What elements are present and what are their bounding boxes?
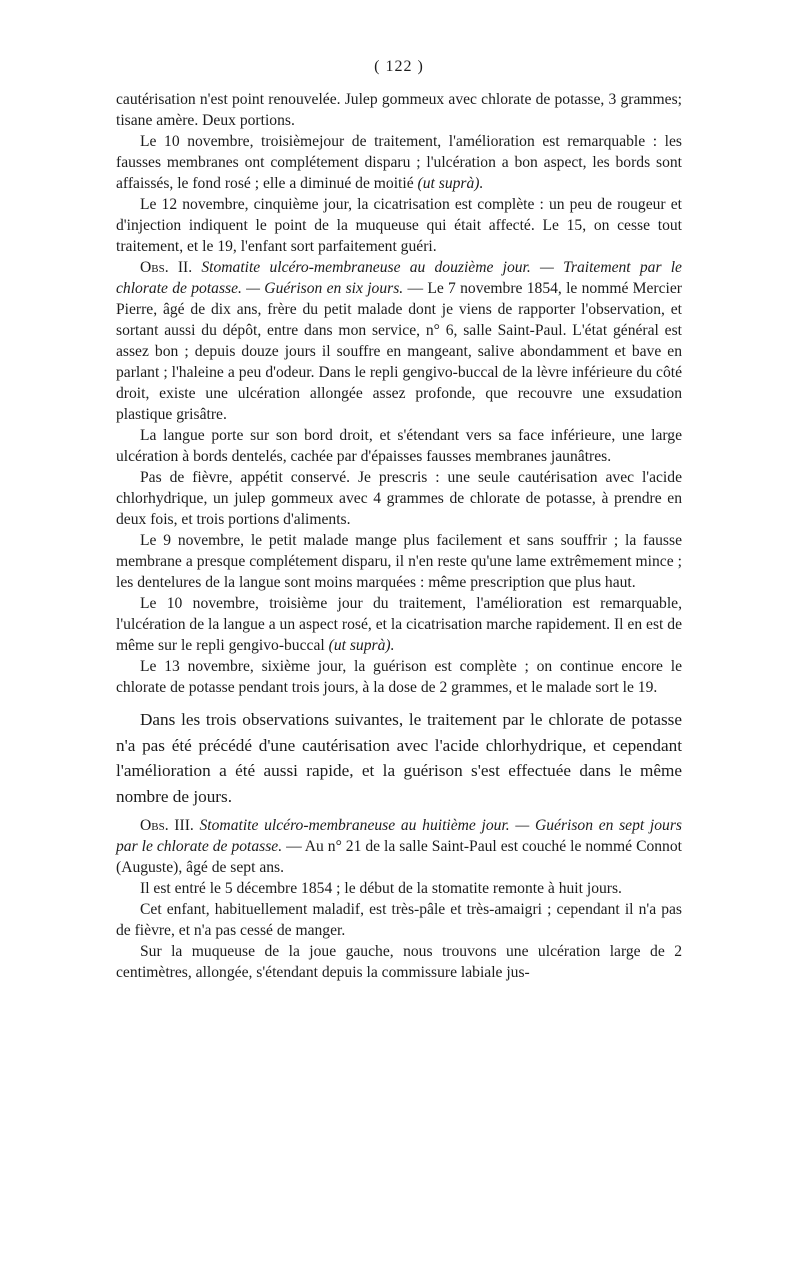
paragraph-nov-10b: Le 10 novembre, troisième jour du traitement, l'amélioration est remarquable, l'ulcération de la langue a un aspect rosé, et la cicatrisation marche rapidement. Il en est de même sur le repli gengivo-buccal (ut suprà).	[116, 595, 682, 654]
paragraph-continuation: cautérisation n'est point renouvelée. Julep gommeux avec chlorate de potasse, 3 grammes; tisane amère. Deux portions.	[116, 91, 682, 129]
observation-2: Obs. II. Stomatite ulcéro-membraneuse au douzième jour. — Traitement par le chlorate de potasse. — Guérison en six jours. — Le 7 novembre 1854, le nommé Mercier Pierre, âgé de dix ans, frère du petit malade dont je viens de rapporter l'observation, et sortant aussi du dépôt, entre dans mon service, n° 6, salle Saint-Paul. L'état général est assez bon ; depuis douze jours il souffre en mangeant, salive abondamment et bave en parlant ; l'haleine a peu d'odeur. Dans le repli gengivo-buccal de la lèvre inférieure du côté droit, existe une ulcération allongée assez profonde, que recouvre une exsudation plastique grisâtre.	[116, 259, 682, 423]
paragraph-summary: Dans les trois observations suivantes, le traitement par le chlorate de potasse n'a pas été précédé d'une cautérisation avec l'acide chlorhydrique, et cependant l'amélioration a été aussi rapide, et la guérison s'est effectuée dans le même nombre de jours.	[116, 710, 682, 806]
observation-3: Obs. III. Stomatite ulcéro-membraneuse au huitième jour. — Guérison en sept jours par le chlorate de potasse. — Au n° 21 de la salle Saint-Paul est couché le nommé Connot (Auguste), âgé de sept ans.	[116, 817, 682, 876]
paragraph-condition: Cet enfant, habituellement maladif, est très-pâle et très-amaigri ; cependant il n'a pas de fièvre, et n'a pas cessé de manger.	[116, 901, 682, 939]
paragraph-tongue: La langue porte sur son bord droit, et s'étendant vers sa face inférieure, une large ulcération à bords dentelés, cachée par d'épaisses fausses membranes jaunâtres.	[116, 427, 682, 465]
ut-supra-ref: (ut suprà).	[417, 175, 484, 192]
paragraph-nov-12: Le 12 novembre, cinquième jour, la cicatrisation est complète : un peu de rougeur et d'injection indiquent le point de la muqueuse qui était affecté. Le 15, on cesse tout traitement, et le 19, l'enfant sort parfaitement guéri.	[116, 196, 682, 255]
paragraph-nov-9: Le 9 novembre, le petit malade mange plus facilement et sans souffrir ; la fausse membrane a presque complétement disparu, il n'en reste qu'une lame extrêmement mince ; les dentelures de la langue sont moins marquées : même prescription que plus haut.	[116, 532, 682, 591]
paragraph-admission: Il est entré le 5 décembre 1854 ; le début de la stomatite remonte à huit jours.	[140, 880, 622, 897]
paragraph-prescription: Pas de fièvre, appétit conservé. Je prescris : une seule cautérisation avec l'acide chlorhydrique, un julep gommeux avec 4 grammes de chlorate de potasse, à prendre en deux fois, et trois portions d'aliments.	[116, 469, 682, 528]
paragraph-nov-10: Le 10 novembre, troisièmejour de traitement, l'amélioration est remarquable : les fausses membranes ont complétement disparu ; l'ulcération a bon aspect, les bords sont affaissés, le fond rosé ; elle a diminué de moitié (ut suprà).	[116, 133, 682, 192]
observation-label: Obs. II.	[140, 259, 193, 276]
ut-supra-ref: (ut suprà).	[328, 637, 395, 654]
book-page	[116, 56, 682, 983]
observation-title: Stomatite ulcéro-membraneuse au huitième jour. — Guérison en sept jours par le chlorate de potasse.	[116, 817, 682, 855]
observation-title: Stomatite ulcéro-membraneuse au douzième jour. — Traitement par le chlorate de potasse. — Guérison en six jours.	[116, 259, 682, 297]
observation-label: Obs. III.	[140, 817, 194, 834]
page-number: ( 122 )	[374, 58, 424, 75]
paragraph-mucosa: Sur la muqueuse de la joue gauche, nous trouvons une ulcération large de 2 centimètres, allongée, s'étendant depuis la commissure labiale jus-	[116, 943, 682, 981]
paragraph-nov-13: Le 13 novembre, sixième jour, la guérison est complète ; on continue encore le chlorate de potasse pendant trois jours, à la dose de 2 grammes, et le malade sort le 19.	[116, 658, 682, 696]
